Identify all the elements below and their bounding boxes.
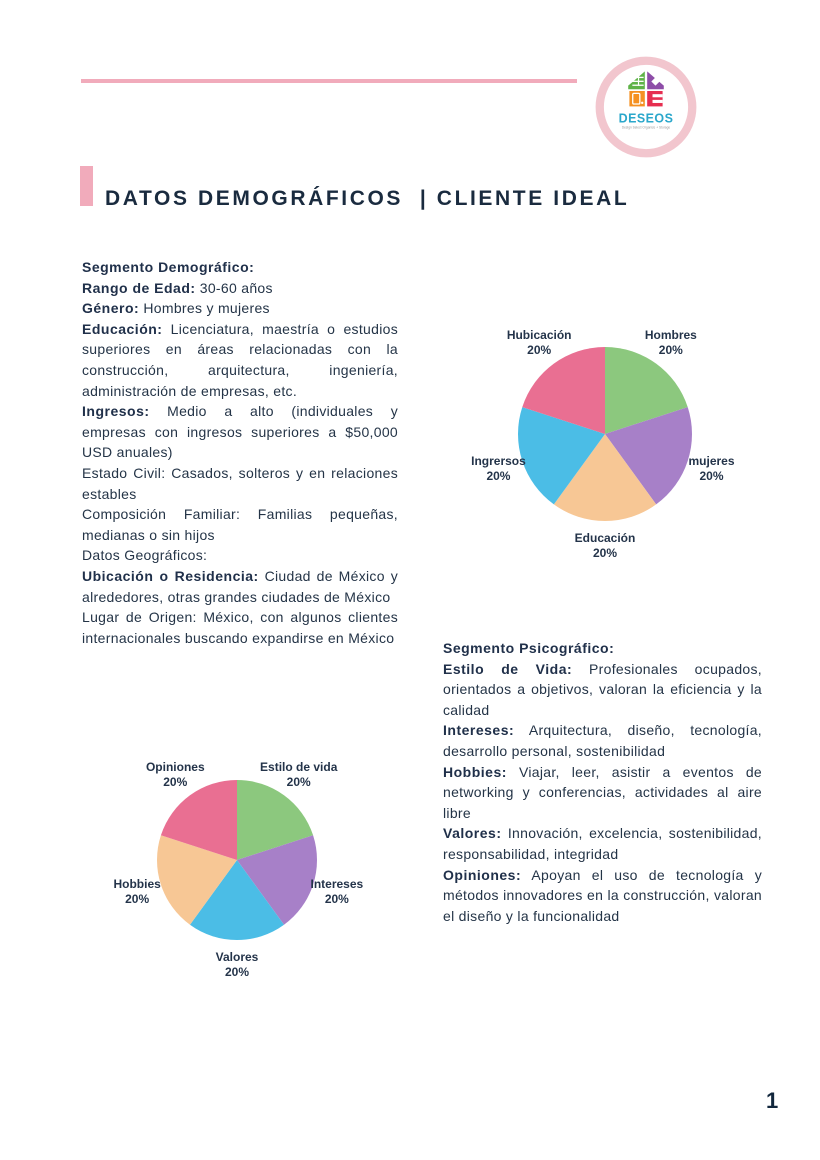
psychographic-paragraph: Opiniones: Apoyan el uso de tecnología y métodos innovadores en la construcción, valoran el diseño y la funcionalidad (443, 866, 762, 924)
demographic-paragraph: Género: Hombres y mujeres (82, 300, 270, 317)
pie-chart-demographic-svg (450, 330, 770, 565)
demographic-paragraph: Segmento Demográfico: (82, 259, 255, 275)
pie-label-hombres: Hombres 20% (644, 328, 697, 358)
psychographic-paragraph: Valores: Innovación, excelencia, sostenibilidad, responsabilidad, integridad (443, 825, 762, 862)
pie-label-hobbies: Hobbies 20% (113, 877, 161, 907)
demographic-paragraph: Ingresos: Medio a alto (individuales y empresas con ingresos superiores a $50,000 USD anuales) (82, 403, 398, 461)
demographic-paragraph: Estado Civil: Casados, solteros y en relaciones estables (82, 464, 398, 502)
demographic-paragraph: Educación: Licenciatura, maestría o estudios superiores en áreas relacionadas con la construcción, arquitectura, ingeniería, administración de empresas, etc. (82, 320, 398, 399)
pie-chart-demographic (450, 330, 770, 565)
logo-tagline: Design Select Organize + Storage (621, 125, 671, 130)
logo-wordmark: DESEOS (618, 111, 674, 126)
psychographic-paragraph: Intereses: Arquitectura, diseño, tecnología, desarrollo personal, sostenibilidad (443, 722, 762, 759)
pie-label-mujeres: mujeres 20% (688, 453, 735, 483)
header-divider-line (81, 79, 577, 83)
title-accent-bar (80, 166, 93, 206)
demographic-paragraph: Lugar de Origen: México, con algunos clientes internacionales buscando expandirse en México (82, 609, 398, 646)
pie-label-intereses: Intereses 20% (310, 877, 364, 907)
demographic-paragraph: Ubicación o Residencia: Ciudad de México y alrededores, otras grandes ciudades de México (82, 567, 398, 605)
demographic-paragraph: Datos Geográficos: (82, 547, 208, 564)
psychographic-text-block (443, 638, 762, 926)
pie-label-valores: Valores 20% (215, 950, 259, 979)
pie-label-ingrersos: Ingrersos 20% (471, 453, 526, 483)
psychographic-paragraph: Hobbies: Viajar, leer, asistir a eventos de networking y conferencias, actividades al aire libre (443, 763, 762, 821)
demographic-paragraph: Rango de Edad: 30-60 años (82, 279, 273, 296)
pie-label-estilo-de-vida: Estilo de vida 20% (260, 760, 338, 790)
pie-label-hubicación: Hubicación 20% (506, 328, 572, 358)
pie-chart-psychographic (95, 750, 395, 985)
deseos-logo-icon (595, 56, 697, 158)
pie-label-educación: Educación 20% (574, 531, 636, 560)
page-number: 1 (766, 1088, 779, 1113)
pie-label-opiniones: Opiniones 20% (145, 760, 205, 790)
page-title: DATOS DEMOGRÁFICOS | CLIENTE IDEAL (105, 187, 630, 211)
demographic-text-block (82, 257, 398, 648)
deseos-logo (595, 56, 697, 158)
psychographic-paragraph: Segmento Psicográfico: (443, 640, 615, 656)
psychographic-paragraph: Estilo de Vida: Profesionales ocupados, orientados a objetivos, valoran la eficiencia y la calidad (443, 660, 762, 718)
demographic-paragraph: Composición Familiar: Familias pequeñas, medianas o sin hijos (82, 506, 398, 543)
